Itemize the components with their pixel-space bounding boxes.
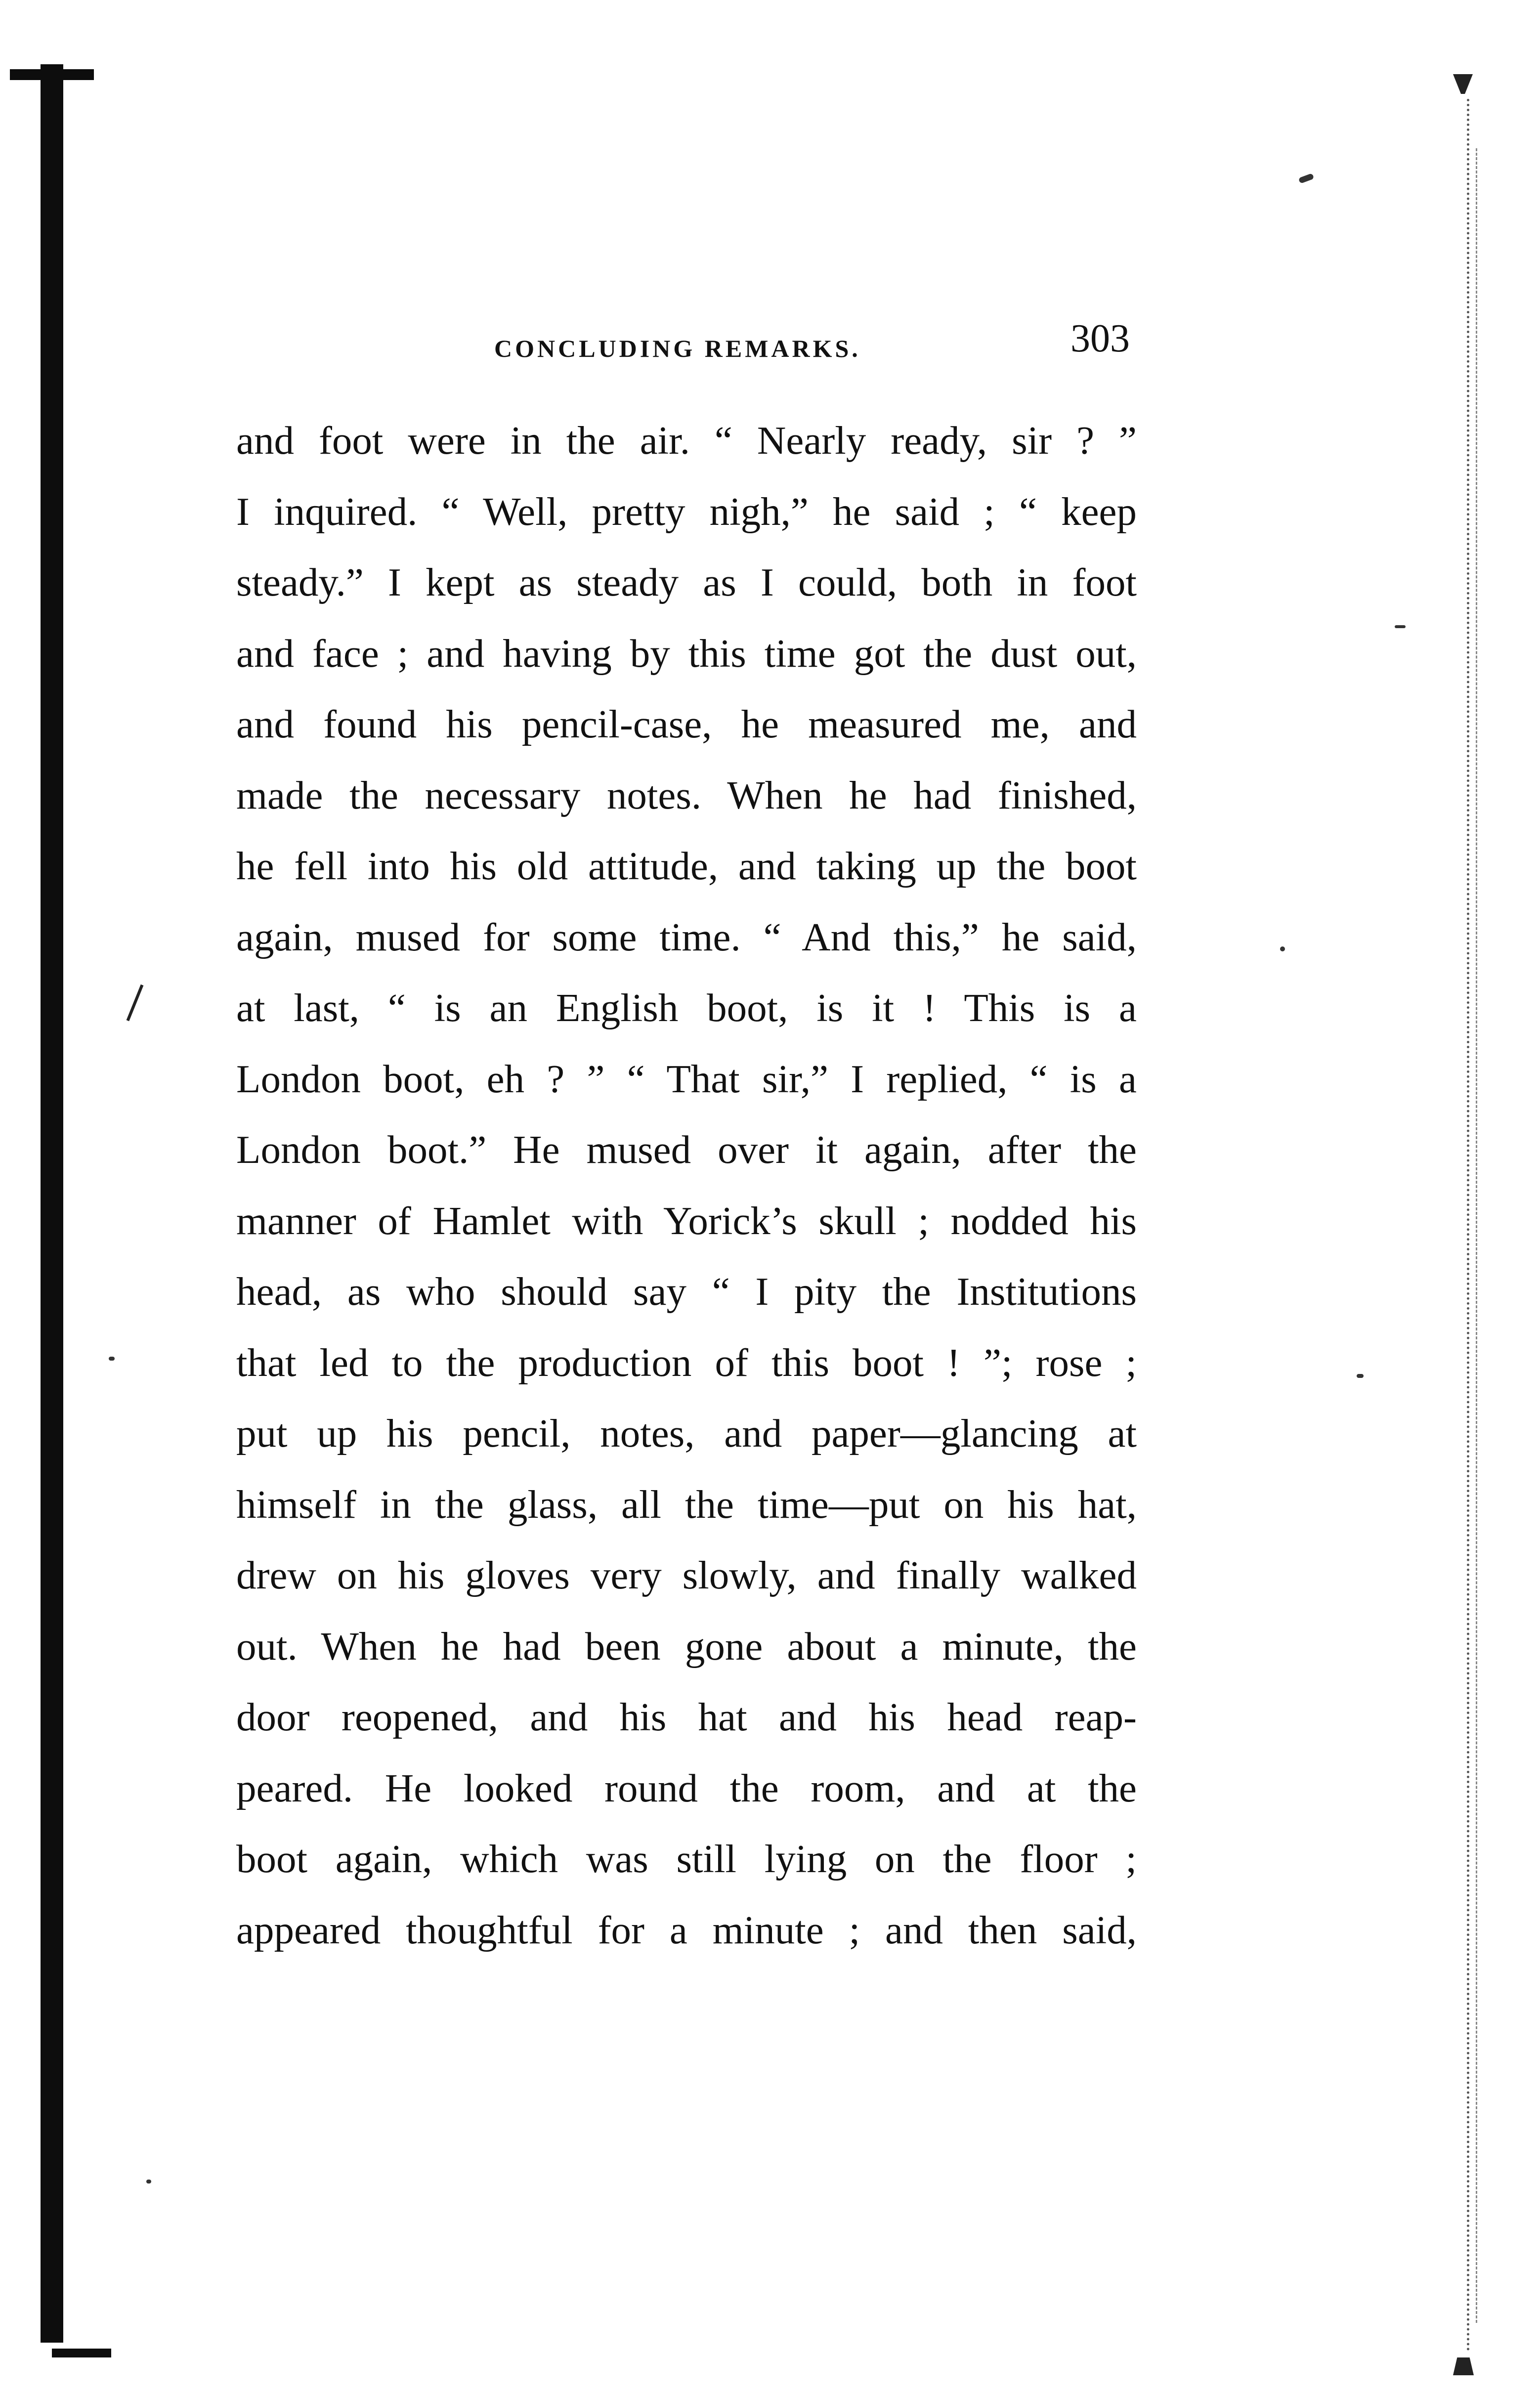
text-line: drew on his gloves very slowly, and finally walked — [236, 1553, 1137, 1597]
text-line: London boot, eh ? ” “ That sir,” I replied, “ is a — [236, 1056, 1137, 1101]
page-edge-right-inner — [1476, 148, 1477, 2323]
text-line: peared. He looked round the room, and at the — [236, 1765, 1137, 1810]
binding-edge-bottom — [52, 2349, 111, 2357]
text-line: I inquired. “ Well, pretty nigh,” he said ; “ keep — [236, 489, 1137, 534]
text-line: at last, “ is an English boot, is it ! This is a — [236, 985, 1137, 1030]
body-text — [236, 405, 1137, 1966]
text-line: again, mused for some time. “ And this,” he said, — [236, 914, 1137, 959]
page-number: 303 — [1070, 317, 1130, 360]
text-line: out. When he had been gone about a minute, the — [236, 1624, 1137, 1669]
text-line: appeared thoughtful for a minute ; and then said, — [236, 1907, 1137, 1952]
scan-speck — [1280, 946, 1285, 951]
text-line: manner of Hamlet with Yorick’s skull ; nodded his — [236, 1198, 1137, 1243]
running-title: CONCLUDING REMARKS. — [494, 335, 861, 362]
text-line: London boot.” He mused over it again, after the — [236, 1127, 1137, 1172]
text-line: himself in the glass, all the time—put on his hat, — [236, 1482, 1137, 1527]
scan-mark-top — [1453, 74, 1473, 94]
text-line: and found his pencil-case, he measured me, and — [236, 702, 1137, 746]
scan-speck — [109, 1357, 115, 1361]
text-line: put up his pencil, notes, and paper—glancing at — [236, 1411, 1137, 1456]
text-line: steady.” I kept as steady as I could, both in foot — [236, 560, 1137, 604]
scan-speck — [146, 2180, 151, 2184]
binding-edge — [41, 64, 63, 2343]
text-line: that led to the production of this boot ! ”; rose ; — [236, 1340, 1137, 1385]
text-line: he fell into his old attitude, and taking up the boot — [236, 844, 1137, 888]
margin-mark — [127, 985, 144, 1022]
scan-mark-bottom — [1453, 2357, 1474, 2375]
scan-speck — [1395, 625, 1406, 628]
text-line: door reopened, and his hat and his head reap- — [236, 1695, 1137, 1739]
page-edge-right — [1467, 99, 1469, 2353]
scan-speck — [1357, 1374, 1364, 1378]
text-line: and foot were in the air. “ Nearly ready, sir ? ” — [236, 418, 1137, 463]
text-line: boot again, which was still lying on the floor ; — [236, 1837, 1137, 1881]
text-line: made the necessary notes. When he had finished, — [236, 772, 1137, 817]
scan-speck — [1298, 173, 1314, 184]
text-line: head, as who should say “ I pity the Institutions — [236, 1269, 1137, 1314]
text-line: and face ; and having by this time got the dust out, — [236, 631, 1137, 676]
